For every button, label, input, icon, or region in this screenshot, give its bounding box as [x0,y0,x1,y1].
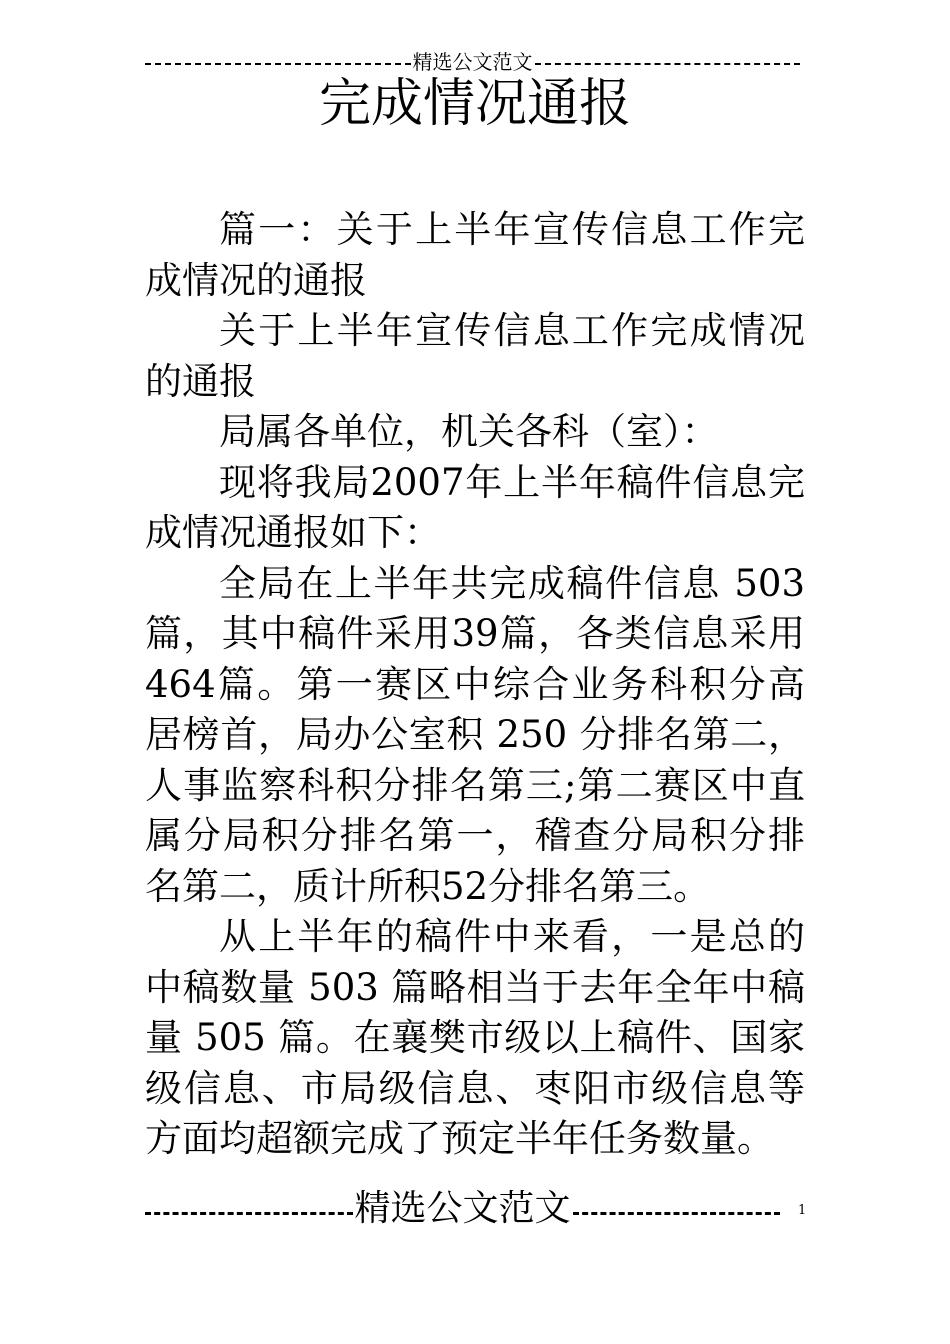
paragraph-results: 全局在上半年共完成稿件信息 503篇，其中稿件采用39篇，各类信息采用464篇。第一赛区中综合业务科积分高居榜首，局办公室积 250 分排名第二，人事监察科积分排名第三;第二赛区中直属分局积分排名第一，稽查分局积分排名第二，质计所积52分排名第三。 [145,561,805,908]
paragraph-notice-title: 关于上半年宣传信息工作完成情况的通报 [145,309,805,403]
paragraph-salutation: 局属各单位，机关各科（室）： [219,410,719,453]
header-dash-left [145,63,411,65]
document-body [145,205,805,1165]
page-number: 1 [798,1203,807,1218]
paragraph-analysis: 从上半年的稿件中来看，一是总的中稿数量 503 篇略相当于去年全年中稿量 505 篇。在襄樊市级以上稿件、国家级信息、市局级信息、枣阳市级信息等方面均超额完成了预定半年任务数量。 [145,915,805,1160]
header-banner-text: 精选公文范文 [412,50,533,74]
paragraph-article-heading: 篇一：关于上半年宣传信息工作完成情况的通报 [145,208,805,302]
footer-dash-right [573,1212,781,1215]
header-dash-right [535,63,801,65]
paragraph-intro: 现将我局2007年上半年稿件信息完成情况通报如下： [145,460,805,554]
footer-dash-left [145,1212,353,1215]
footer-banner [145,1186,780,1232]
document-title: 完成情况通报 [318,74,631,134]
footer-banner-text: 精选公文范文 [354,1188,571,1229]
